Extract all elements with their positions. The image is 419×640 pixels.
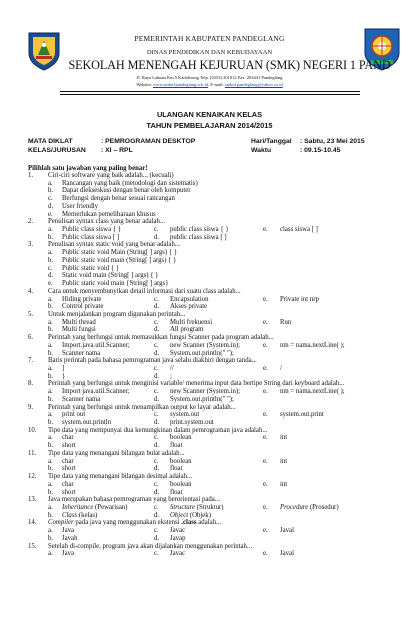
option-text: int <box>280 434 288 442</box>
question-text: Tipe data yang menangani bilangan bulat adalah... <box>48 449 185 457</box>
date-value: : Sabtu, 23 Mei 2015 <box>300 138 365 145</box>
option-letter: a. <box>48 388 53 396</box>
italic-term: Inheritance <box>62 503 94 511</box>
italic-term: Object <box>170 511 189 519</box>
time-value: : 09.15-10.45 <box>300 147 341 154</box>
option-text: / <box>280 365 282 372</box>
option-text: char <box>62 457 74 465</box>
time-label: Waktu <box>251 147 272 154</box>
question-text: Ciri-ciri software yang baik adalah... (kecuali) <box>48 172 174 179</box>
option-text: Javac <box>170 550 186 558</box>
option-text: print out <box>62 411 86 419</box>
question-text: Cara untuk menyembunyikan detail informasi dari suatu class adalah... <box>48 287 241 295</box>
option-text: Public class siswa [ ] <box>62 233 120 241</box>
option-text: Private int nrp <box>280 295 319 303</box>
question-number: 3. <box>28 241 34 249</box>
option-letter: d. <box>48 272 54 280</box>
option-text: float <box>170 442 183 450</box>
option-text: short <box>62 488 76 496</box>
option-text: Public static void Main (String[ ] args) { } <box>62 249 178 257</box>
option-text: } <box>62 372 66 380</box>
option-letter: d. <box>154 442 160 450</box>
term-suffix: (Prosedur) <box>308 503 339 511</box>
question-number: 14. <box>28 519 37 527</box>
option-text: Javal <box>280 550 294 558</box>
option-letter: c. <box>154 457 159 465</box>
option-text: Javap <box>170 534 186 542</box>
option-text: Import java.util.Scanner; <box>62 388 130 396</box>
option-text: boolean <box>170 457 192 465</box>
option-letter: e. <box>263 411 268 419</box>
question-text: Untuk menjalankan program digunakan perintah... <box>48 310 186 318</box>
question-text: Java merupakan bahasa pemrograman yang berorientasi pada... <box>48 496 220 504</box>
option-letter: d. <box>154 326 160 334</box>
option-text: Control private <box>62 303 104 311</box>
option-letter: c. <box>154 295 159 303</box>
option-letter: e. <box>263 480 268 488</box>
question-text: Tipe data yang mempunyai dua kemungkinan dalam pemrograman java adalah... <box>48 426 268 434</box>
option-text: Import.java.util.Scanner; <box>62 341 130 349</box>
option-letter: c. <box>154 226 159 234</box>
option-text: Static void main (String[ ] args) { } <box>62 272 159 280</box>
term-suffix: (Pewarisan) <box>93 503 128 511</box>
question-number: 8. <box>28 380 34 388</box>
option-text: nm = nama.nextLine( ); <box>280 341 345 349</box>
class-label: KELAS/JURUSAN <box>28 147 86 154</box>
option-text: Multi frekuensi <box>170 318 213 326</box>
question-text: Perintah yang berfungsi untuk memasukkan fungsi Scanner pada program adalah... <box>48 334 274 342</box>
option-text: ] <box>62 365 65 372</box>
option-text: Run <box>280 318 292 326</box>
option-letter: d. <box>154 534 160 542</box>
option-letter: a. <box>48 457 53 465</box>
option-text: Public class siswa { } <box>62 226 122 234</box>
question-number: 9. <box>28 403 34 411</box>
option-letter: c. <box>154 365 159 372</box>
option-text: Javah <box>62 534 78 542</box>
option-letter: d. <box>154 233 160 241</box>
option-text: Multi fungsi <box>62 326 96 334</box>
letterhead-regency: PEMERINTAH KABUPATEN PANDEGLANG <box>134 34 285 43</box>
option-letter: c. <box>154 550 159 558</box>
italic-term: Procedure <box>280 503 309 511</box>
option-letter: b. <box>48 372 54 380</box>
option-letter: b. <box>48 511 54 519</box>
option-letter: a. <box>48 295 53 303</box>
bold-term: .class <box>181 519 197 527</box>
instruction: Pilihlah satu jawaban yang paling benar! <box>28 165 148 172</box>
option-text: system.out.print <box>280 411 324 419</box>
letterhead-agency: DINAS PENDIDIKAN DAN KEBUDAYAAN <box>146 49 273 56</box>
option-letter: e. <box>263 365 268 372</box>
question-text: Penulisan syntax class yang benar adalah... <box>48 218 166 226</box>
option-text: Scanner nama <box>62 349 101 357</box>
exam-title: ULANGAN KENAIKAN KELAS <box>156 110 263 119</box>
option-text: All program <box>170 326 204 334</box>
exam-year: TAHUN PEMBELAJARAN 2014/2015 <box>146 121 273 130</box>
letterhead-school-name: SEKOLAH MENENGAH KEJURUAN (SMK) NEGERI 1 PAND <box>68 58 391 72</box>
option-letter: a. <box>48 411 53 419</box>
option-letter: c. <box>154 318 159 326</box>
option-text: ; <box>170 372 172 380</box>
option-letter: b. <box>48 303 54 311</box>
question-number: 2. <box>28 218 34 226</box>
option-letter: e. <box>263 318 268 326</box>
letterhead-rule-thin <box>60 94 360 95</box>
option-letter: a. <box>48 341 53 349</box>
option-text: Public static void main {String[ ] args} <box>62 280 169 288</box>
option-text: class siswa [ ] <box>280 226 318 234</box>
option-letter: c. <box>154 388 159 396</box>
italic-term: Compiler <box>48 519 74 527</box>
option-letter: e. <box>263 341 268 349</box>
option-letter: a. <box>48 434 53 442</box>
option-text: float <box>170 465 183 473</box>
option-letter: c. <box>48 195 53 203</box>
option-text: nm = nama.nextLine( ); <box>280 388 345 396</box>
website-link[interactable]: www.smkn1pandeglang.sch.id <box>152 82 209 87</box>
option-letter: e. <box>48 280 53 288</box>
option-letter: b. <box>48 256 54 264</box>
option-letter: d. <box>154 419 160 427</box>
option-text: Java <box>62 527 75 535</box>
option-letter: a. <box>48 249 53 257</box>
option-letter: d. <box>154 349 160 357</box>
option-letter: e. <box>263 295 268 303</box>
option-text: Rancangan yang baik (metodologi dan sistematis) <box>62 179 198 187</box>
option-letter: a. <box>48 503 53 511</box>
option-letter: d. <box>154 395 160 403</box>
subject-value: : PEMROGRAMAN DESKTOP <box>101 138 196 145</box>
date-label: Hari/Tanggal <box>251 138 292 145</box>
option-text: Multi thread <box>62 318 96 326</box>
option-letter: a. <box>48 365 53 372</box>
question-number: 6. <box>28 334 34 342</box>
question-text: Setelah di-compile, program java akan dijalankan menggunakan perintah... <box>48 542 253 550</box>
option-letter: e. <box>48 210 53 218</box>
option-letter: c. <box>154 480 159 488</box>
option-text: short <box>62 442 76 450</box>
question-text: Baris perintah pada bahasa pemrograman java selalu diakhiri dengan tanda... <box>48 357 257 365</box>
option-text: system.out.println <box>62 419 112 427</box>
option-letter: b. <box>48 488 54 496</box>
option-text: int <box>280 457 288 465</box>
term-suffix: pada java yang menggunakan ekstensi <box>73 519 182 527</box>
option-letter: b. <box>48 233 54 241</box>
option-letter: a. <box>48 480 53 488</box>
subject-label: MATA DIKLAT <box>28 138 73 145</box>
option-text: boolean <box>170 480 192 488</box>
option-letter: a. <box>48 226 53 234</box>
option-letter: c. <box>154 527 159 535</box>
option-text: Dapat diekseskusi dengan benar oleh komputer <box>62 187 191 195</box>
term-suffix: (kelas) <box>77 511 98 519</box>
option-letter: d. <box>154 303 160 311</box>
option-letter: b. <box>48 326 54 334</box>
option-text: public class siswa [ ] <box>170 233 227 241</box>
option-letter: b. <box>48 465 54 473</box>
option-text: int <box>280 480 288 488</box>
option-text: public class siswa { } <box>170 226 229 234</box>
option-letter: a. <box>48 550 53 558</box>
option-letter: c. <box>154 503 159 511</box>
option-letter: b. <box>48 419 54 427</box>
option-letter: e. <box>263 434 268 442</box>
option-letter: e. <box>263 226 268 234</box>
option-text: new Scanner (System.in); <box>170 388 241 396</box>
question-number: 7. <box>28 357 34 365</box>
option-letter: b. <box>48 349 54 357</box>
question-number: 12. <box>28 473 37 481</box>
question-text: Tipe data yang menangani bilangan desimal adalah... <box>48 473 193 481</box>
option-letter: c. <box>154 341 159 349</box>
italic-term: Structure <box>170 503 196 511</box>
option-text: Akses private <box>170 303 208 311</box>
option-letter: b. <box>48 442 54 450</box>
option-text: Public static void { } <box>62 264 120 272</box>
term-suffix: (Struktur) <box>195 503 224 511</box>
option-text: System.out.println(" "); <box>170 395 234 403</box>
question-number: 13. <box>28 496 37 504</box>
option-letter: d. <box>154 372 160 380</box>
option-letter: b. <box>48 534 54 542</box>
option-letter: e. <box>263 527 268 535</box>
option-text: system.out <box>170 411 200 419</box>
option-letter: a. <box>48 318 53 326</box>
option-text: boolean <box>170 434 192 442</box>
option-letter: c. <box>154 434 159 442</box>
question-number: 10. <box>28 426 37 434</box>
question-list <box>0 173 419 635</box>
question-number: 11. <box>28 449 37 457</box>
option-text: char <box>62 480 74 488</box>
option-text: new Scanner (System.in); <box>170 341 241 349</box>
option-letter: d. <box>154 511 160 519</box>
letterhead-address: Jl. Raya Labuan Km.5 Kadulisung Telp. (0253) 201012 Fax. 203441 Pandeglang <box>136 75 283 80</box>
option-letter: e. <box>263 550 268 558</box>
option-letter: b. <box>48 395 54 403</box>
term-suffix: (Objek) <box>188 511 211 519</box>
website-label: Website: <box>136 82 153 87</box>
option-letter: b. <box>48 187 54 195</box>
question-number: 5. <box>28 310 34 318</box>
option-text: short <box>62 465 76 473</box>
letterhead-rule-thick <box>60 91 360 92</box>
option-text: Encapsulation <box>170 295 209 303</box>
option-text: // <box>170 365 174 372</box>
option-letter: c. <box>48 264 53 272</box>
option-text: System.out.println(" "); <box>170 349 234 357</box>
option-text: Java <box>62 550 75 558</box>
option-letter: a. <box>48 527 53 535</box>
option-text: Scanner nama <box>62 395 101 403</box>
question-number: 1. <box>28 172 34 179</box>
question-text: Penulisan syntax static void yang benar adalah... <box>48 241 180 249</box>
option-text: Memerlukan pemeliharaan khusus <box>62 210 156 218</box>
option-text: Javal <box>280 527 294 535</box>
question-text: Perintah yang berfungsi untuk menginisi variable/ menerima input data bertipe String dari keyboard adalah... <box>48 380 345 388</box>
option-letter: e. <box>263 388 268 396</box>
option-text: char <box>62 434 74 442</box>
option-text: Hiding private <box>62 295 102 303</box>
option-letter: e. <box>263 457 268 465</box>
option-letter: d. <box>154 465 160 473</box>
email-link[interactable]: smkn1pandeglang@yahoo.co.id <box>224 82 283 87</box>
option-text: print.system.out <box>170 419 214 427</box>
email-label: , E-mail: <box>208 82 225 87</box>
option-letter: d. <box>154 488 160 496</box>
term-suffix: adalah... <box>196 519 222 527</box>
option-letter: d. <box>48 202 54 210</box>
italic-term: Class <box>62 511 78 519</box>
class-value: : XI – RPL <box>101 147 133 154</box>
option-text: Javac <box>170 527 186 535</box>
question-number: 15. <box>28 542 37 550</box>
letterhead-contact <box>0 82 419 87</box>
option-text <box>280 505 339 512</box>
option-letter: e. <box>263 503 268 511</box>
question-text: Perintah yang berfungsi untuk menampilkan output ke layar adalah... <box>48 403 236 411</box>
letterhead <box>0 0 419 96</box>
option-text: float <box>170 488 183 496</box>
question-number: 4. <box>28 287 34 295</box>
option-text: User friendly <box>62 202 99 210</box>
option-text: Public static void main (String[ ] args) { } <box>62 256 177 264</box>
option-letter: a. <box>48 179 53 187</box>
option-text: Berfungsi dengan benar sesuai rancangan <box>62 195 175 203</box>
option-letter: c. <box>154 411 159 419</box>
